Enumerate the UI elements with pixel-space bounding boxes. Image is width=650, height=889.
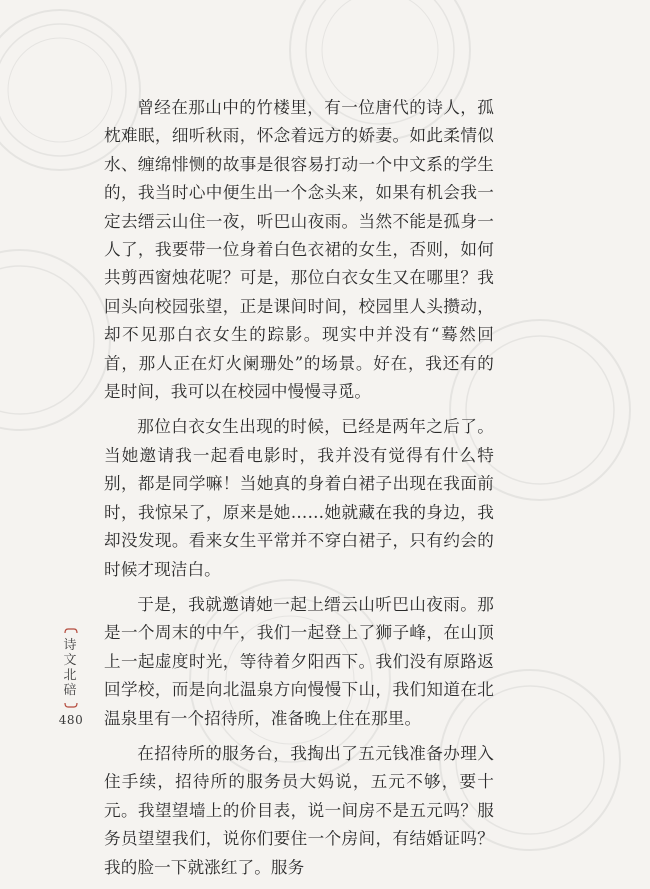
ornament-top-icon	[64, 628, 78, 634]
paragraph-2: 那位白衣女生出现的时候，已经是两年之后了。当她邀请我一起看电影时，我并没有觉得有什么特别，都是同学嘛！当她真的身着白裙子出现在我面前时，我惊呆了，原来是她……她就藏在我的身边，我却没发现。看来女生平常并不穿白裙子，只有约会的时候才现洁白。	[104, 417, 494, 579]
book-title-vertical	[62, 638, 78, 698]
paragraph-4: 在招待所的服务台，我掏出了五元钱准备办理入住手续，招待所的服务员大妈说，五元不够，要十元。我望望墙上的价目表，说一间房不是五元吗？服务员望望我们，说你们要住一个房间，有结婚证吗？我的脸一下就涨红了。服务	[104, 743, 494, 877]
side-margin	[58, 628, 82, 748]
body-text	[104, 94, 494, 889]
ornament-bottom-icon	[64, 702, 78, 708]
page-number: 480	[58, 713, 84, 727]
paragraph-3: 于是，我就邀请她一起上缙云山听巴山夜雨。那是一个周末的中午，我们一起登上了狮子峰，在山顶上一起虚度时光，等待着夕阳西下。我们没有原路返回学校，而是向北温泉方向慢慢下山，我们知道在北温泉里有一个招待所，准备晚上住在那里。	[104, 594, 494, 728]
paragraph-1: 曾经在那山中的竹楼里，有一位唐代的诗人，孤枕难眠，细听秋雨，怀念着远方的娇妻。如此柔情似水、缠绵悱恻的故事是很容易打动一个中文系的学生的，我当时心中便生出一个念头来，如果有机会我一定去缙云山住一夜，听巴山夜雨。当然不能是孤身一人了，我要带一位身着白色衣裙的女生，否则，如何共剪西窗烛花呢？可是，那位白衣女生又在哪里？我回头向校园张望，正是课间时间，校园里人头攒动，却不见那白衣女生的踪影。现实中并没有“蓦然回首，那人正在灯火阑珊处”的场景。好在，我还有的是时间，我可以在校园中慢慢寻觅。	[104, 98, 494, 402]
book-title-text: 诗文北碚	[63, 638, 77, 698]
